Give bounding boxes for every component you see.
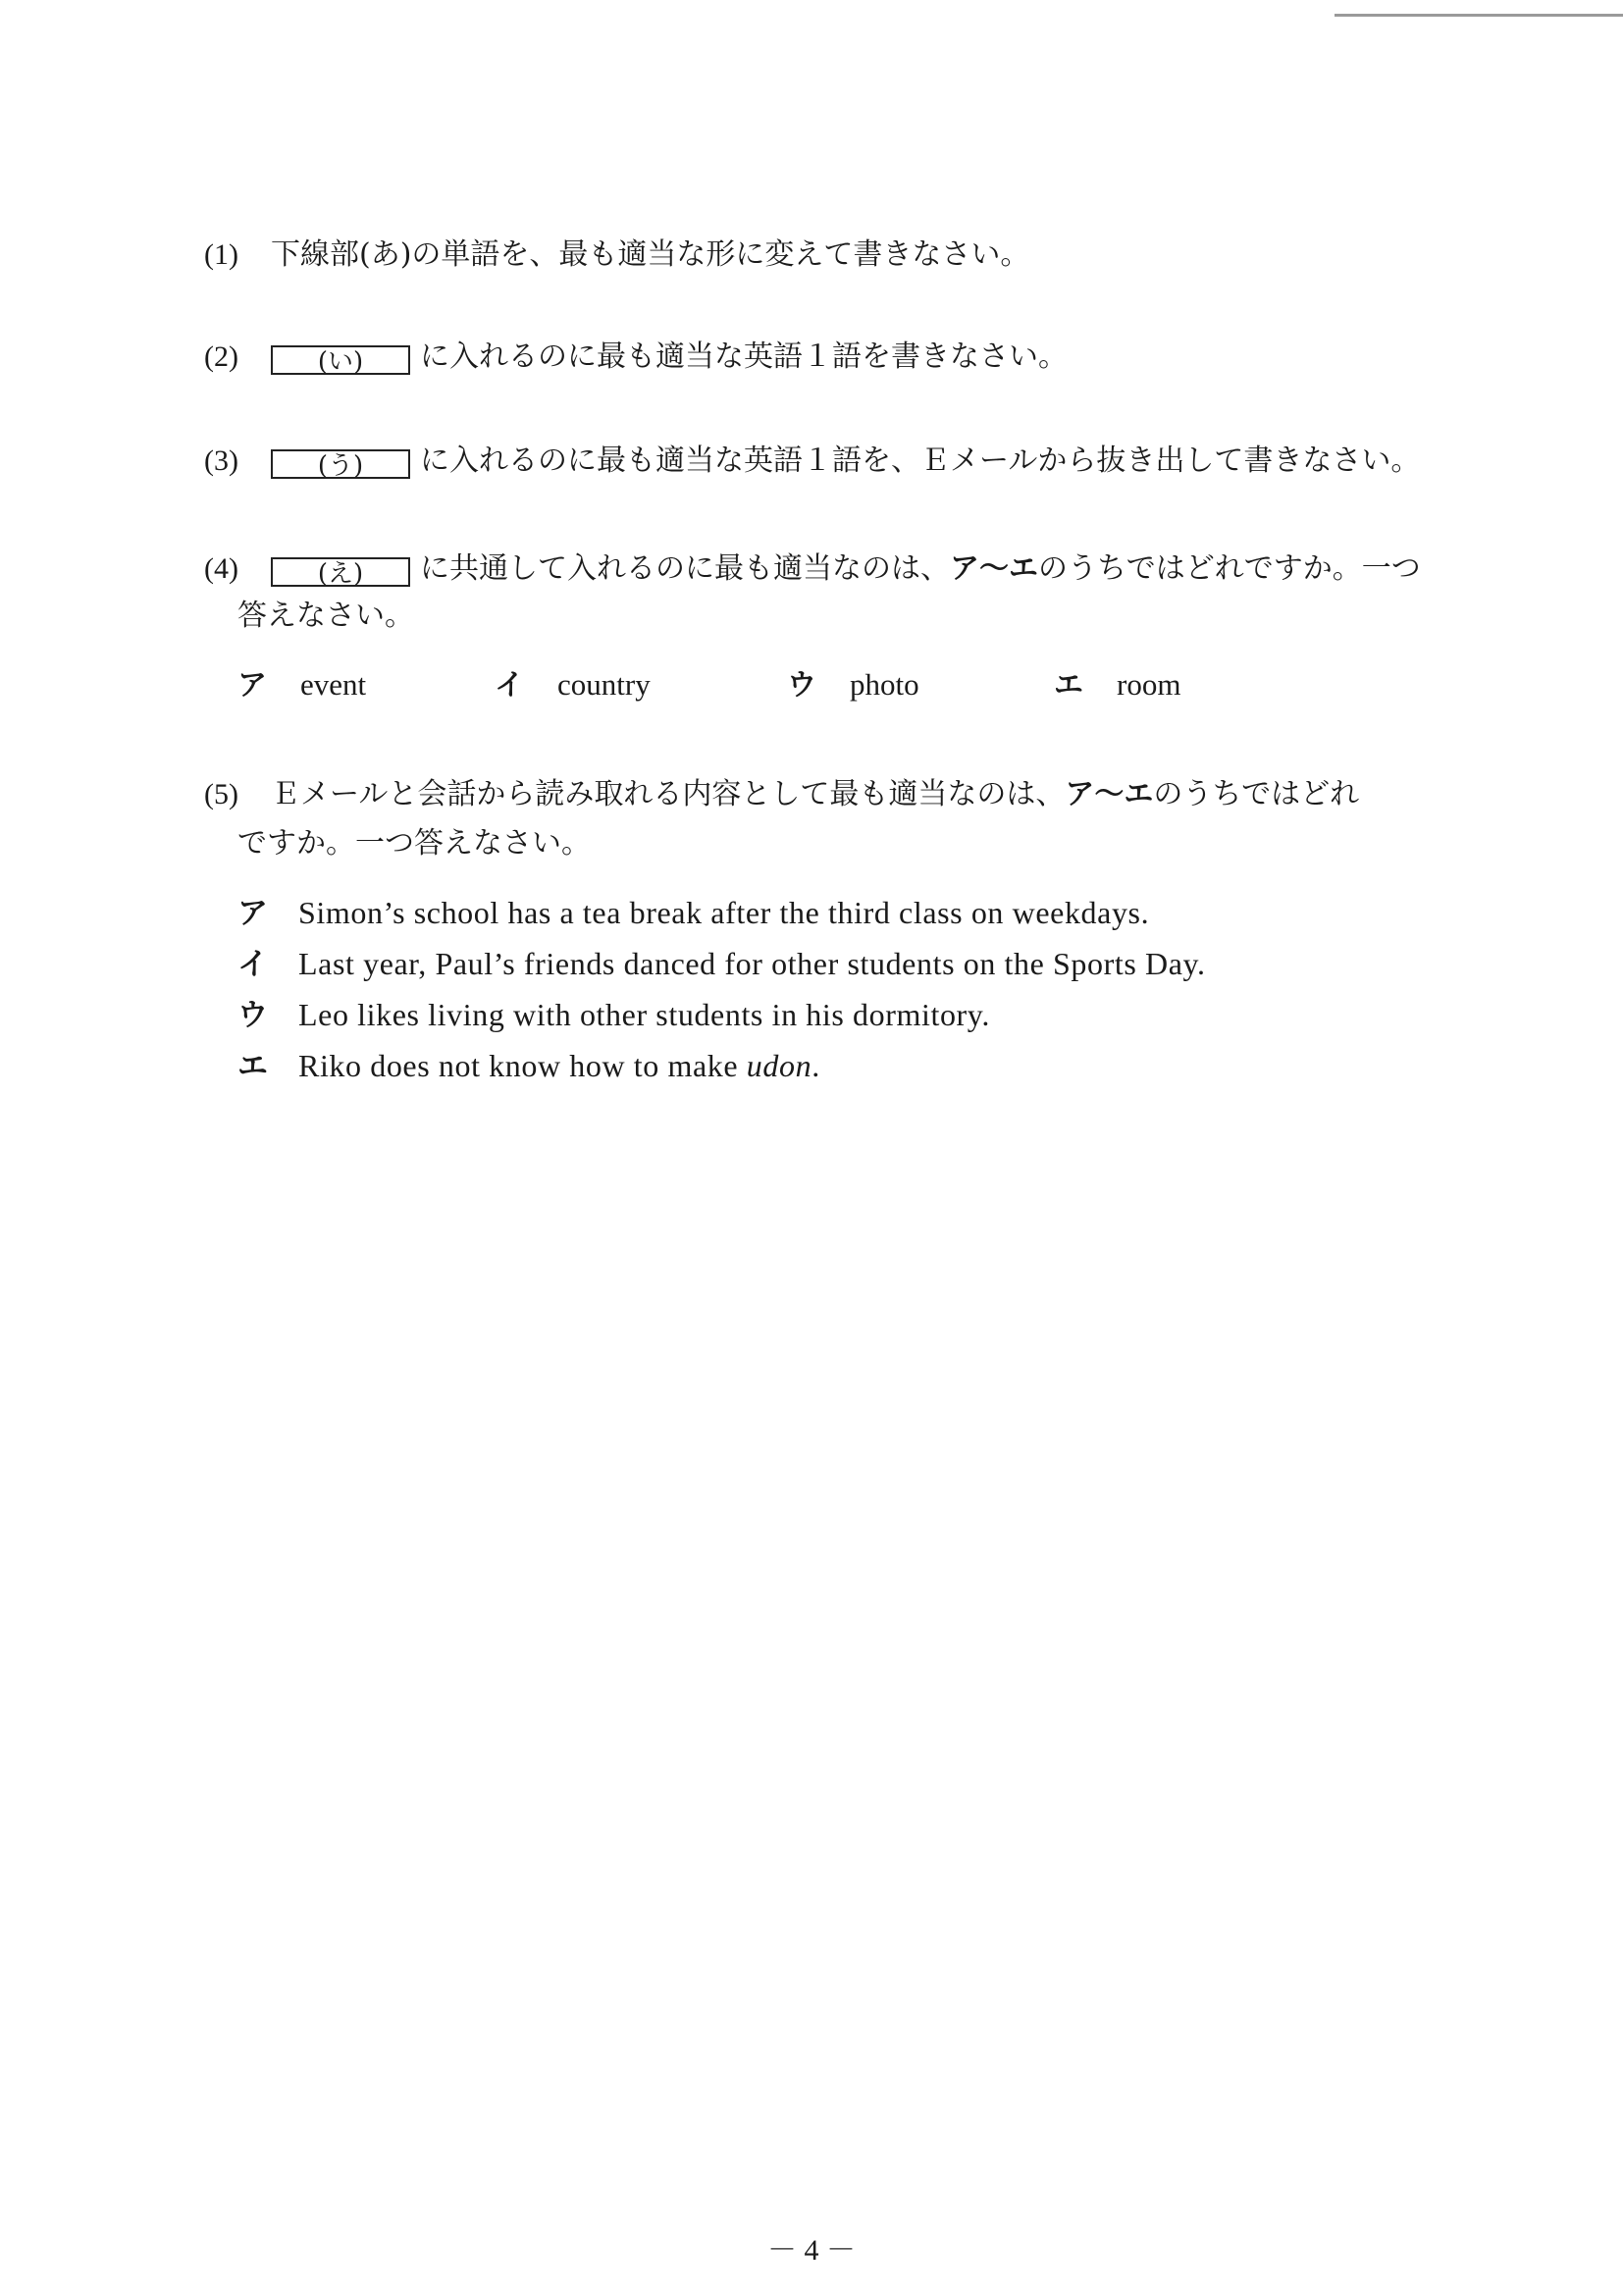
question-number: (1) <box>204 238 238 271</box>
option-text-end: . <box>812 1048 820 1083</box>
question-1 <box>204 232 1029 279</box>
statement-d <box>237 1042 820 1090</box>
option-label: エ <box>237 1049 268 1084</box>
question-text: 下線部(あ)の単語を、最も適当な形に変えて書きなさい。 <box>271 237 1030 272</box>
statement-a <box>237 889 1149 937</box>
question-5 <box>204 771 1359 818</box>
statement-c <box>237 991 990 1039</box>
answer-blank-box: (え) <box>271 557 410 587</box>
option-label: イ <box>495 668 524 703</box>
option-c <box>787 661 919 709</box>
option-label: エ <box>1054 668 1083 703</box>
option-text-start: Riko does not know how to make <box>298 1048 747 1083</box>
option-range: ア～エ <box>950 551 1038 586</box>
option-text: event <box>300 667 367 702</box>
question-3 <box>204 438 1420 485</box>
page-number: － 4 － <box>767 2234 856 2267</box>
option-text: Last year, Paul’s friends danced for other students on the Sports Day. <box>298 946 1206 981</box>
question-number: (5) <box>204 778 238 810</box>
option-text: Leo likes living with other students in his dormitory. <box>298 997 990 1032</box>
option-label: イ <box>237 947 268 982</box>
question-4 <box>204 546 1421 593</box>
option-label: ア <box>237 668 267 703</box>
question-number: (4) <box>204 552 238 585</box>
option-b <box>495 661 651 709</box>
option-text <box>298 1048 820 1083</box>
option-text-italic: udon <box>746 1048 812 1083</box>
option-label: ウ <box>237 998 268 1033</box>
question-text: に共通して入れるのに最も適当なのは、 <box>420 551 950 586</box>
question-2 <box>204 334 1068 381</box>
option-range: ア～エ <box>1065 777 1154 811</box>
option-a <box>237 661 366 709</box>
question-text: に入れるのに最も適当な英語１語を書きなさい。 <box>420 339 1068 374</box>
question-text-cont: のうちではどれ <box>1153 777 1360 811</box>
option-d <box>1054 661 1180 709</box>
question-text-cont: のうちではどれですか。一つ <box>1038 551 1421 586</box>
question-4-options <box>237 661 1219 708</box>
answer-blank-box: (い) <box>271 345 410 375</box>
option-label: ウ <box>787 668 816 703</box>
question-number: (2) <box>204 340 238 373</box>
option-text: country <box>557 667 651 702</box>
option-text: Simon’s school has a tea break after the third class on weekdays. <box>298 895 1150 930</box>
question-text: に入れるのに最も適当な英語１語を、Ｅメールから抜き出して書きなさい。 <box>420 444 1421 478</box>
option-text: photo <box>850 667 919 702</box>
answer-blank-box: (う) <box>271 449 410 479</box>
question-number: (3) <box>204 444 238 477</box>
question-5-line2: ですか。一つ答えなさい。 <box>237 826 591 861</box>
option-label: ア <box>237 896 268 931</box>
option-text: room <box>1117 667 1181 702</box>
question-4-line2: 答えなさい。 <box>237 599 414 633</box>
question-text: Ｅメールと会話から読み取れる内容として最も適当なのは、 <box>271 777 1066 811</box>
scan-edge-line <box>1335 14 1623 17</box>
statement-b <box>237 940 1206 988</box>
